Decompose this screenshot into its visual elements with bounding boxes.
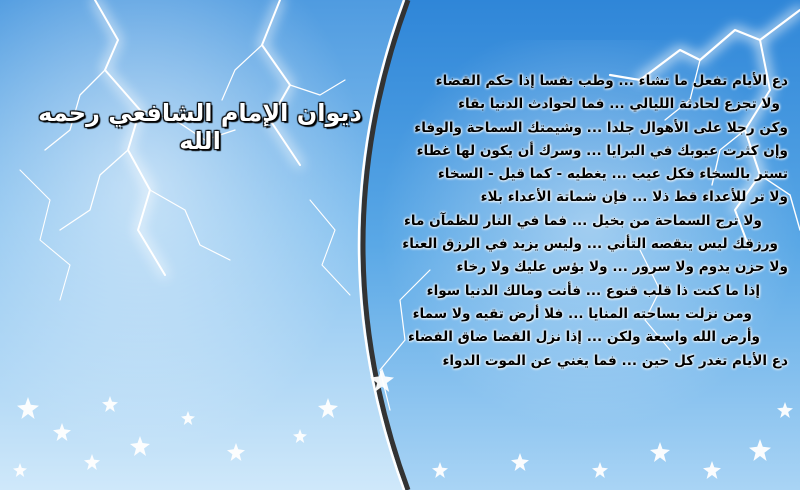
verse-line-12: وأرض الله واسعة ولكن ... إذا نزل القضا ضاق الفضاء [407,329,760,346]
verse-line-8: ورزقك ليس ينقصه التأني ... وليس يزيد في الرزق العناء [402,236,778,253]
verse-line-1: دع الأيام تفعل ما تشاء ... وطب نفسا إذا حكم القضاء [435,73,788,89]
verse-line-10: إذا ما كنت ذا قلب قنوع ... فأنت ومالك الدنيا سواء [426,282,760,299]
verse-line-5: تستر بالسخاء فكل عيب ... يغطيه - كما قيل - السخاء [437,166,788,183]
verse-line-7: ولا ترج السماحة من بخيل ... فما في النار للظمآن ماء [403,212,762,229]
verse-line-4: وإن كثرت عيوبك في البرايا ... وسرك أن يكون لها غطاء [416,142,788,159]
poem-title: ديوان الإمام الشافعي رحمه الله [38,99,362,155]
verse-line-3: وكن رجلا على الأهوال جلدا ... وشيمتك السماحة والوفاء [414,119,788,136]
verse-line-6: ولا تر للأعداء قط ذلا ... فإن شماتة الأعداء بلاء [480,189,788,206]
verse-line-2: ولا تجزع لحادثة الليالي ... فما لحوادث الدنيا بقاء [458,96,780,113]
poem-verses [404,70,788,373]
verse-line-11: ومن نزلت بساحته المنايا ... فلا أرض تقيه ولا سماء [412,305,752,322]
verse-line-9: ولا حزن يدوم ولا سرور ... ولا بؤس عليك ولا رخاء [456,259,788,276]
verse-line-13: دع الأيام تغدر كل حين ... فما يغني عن الموت الدواء [442,352,788,369]
